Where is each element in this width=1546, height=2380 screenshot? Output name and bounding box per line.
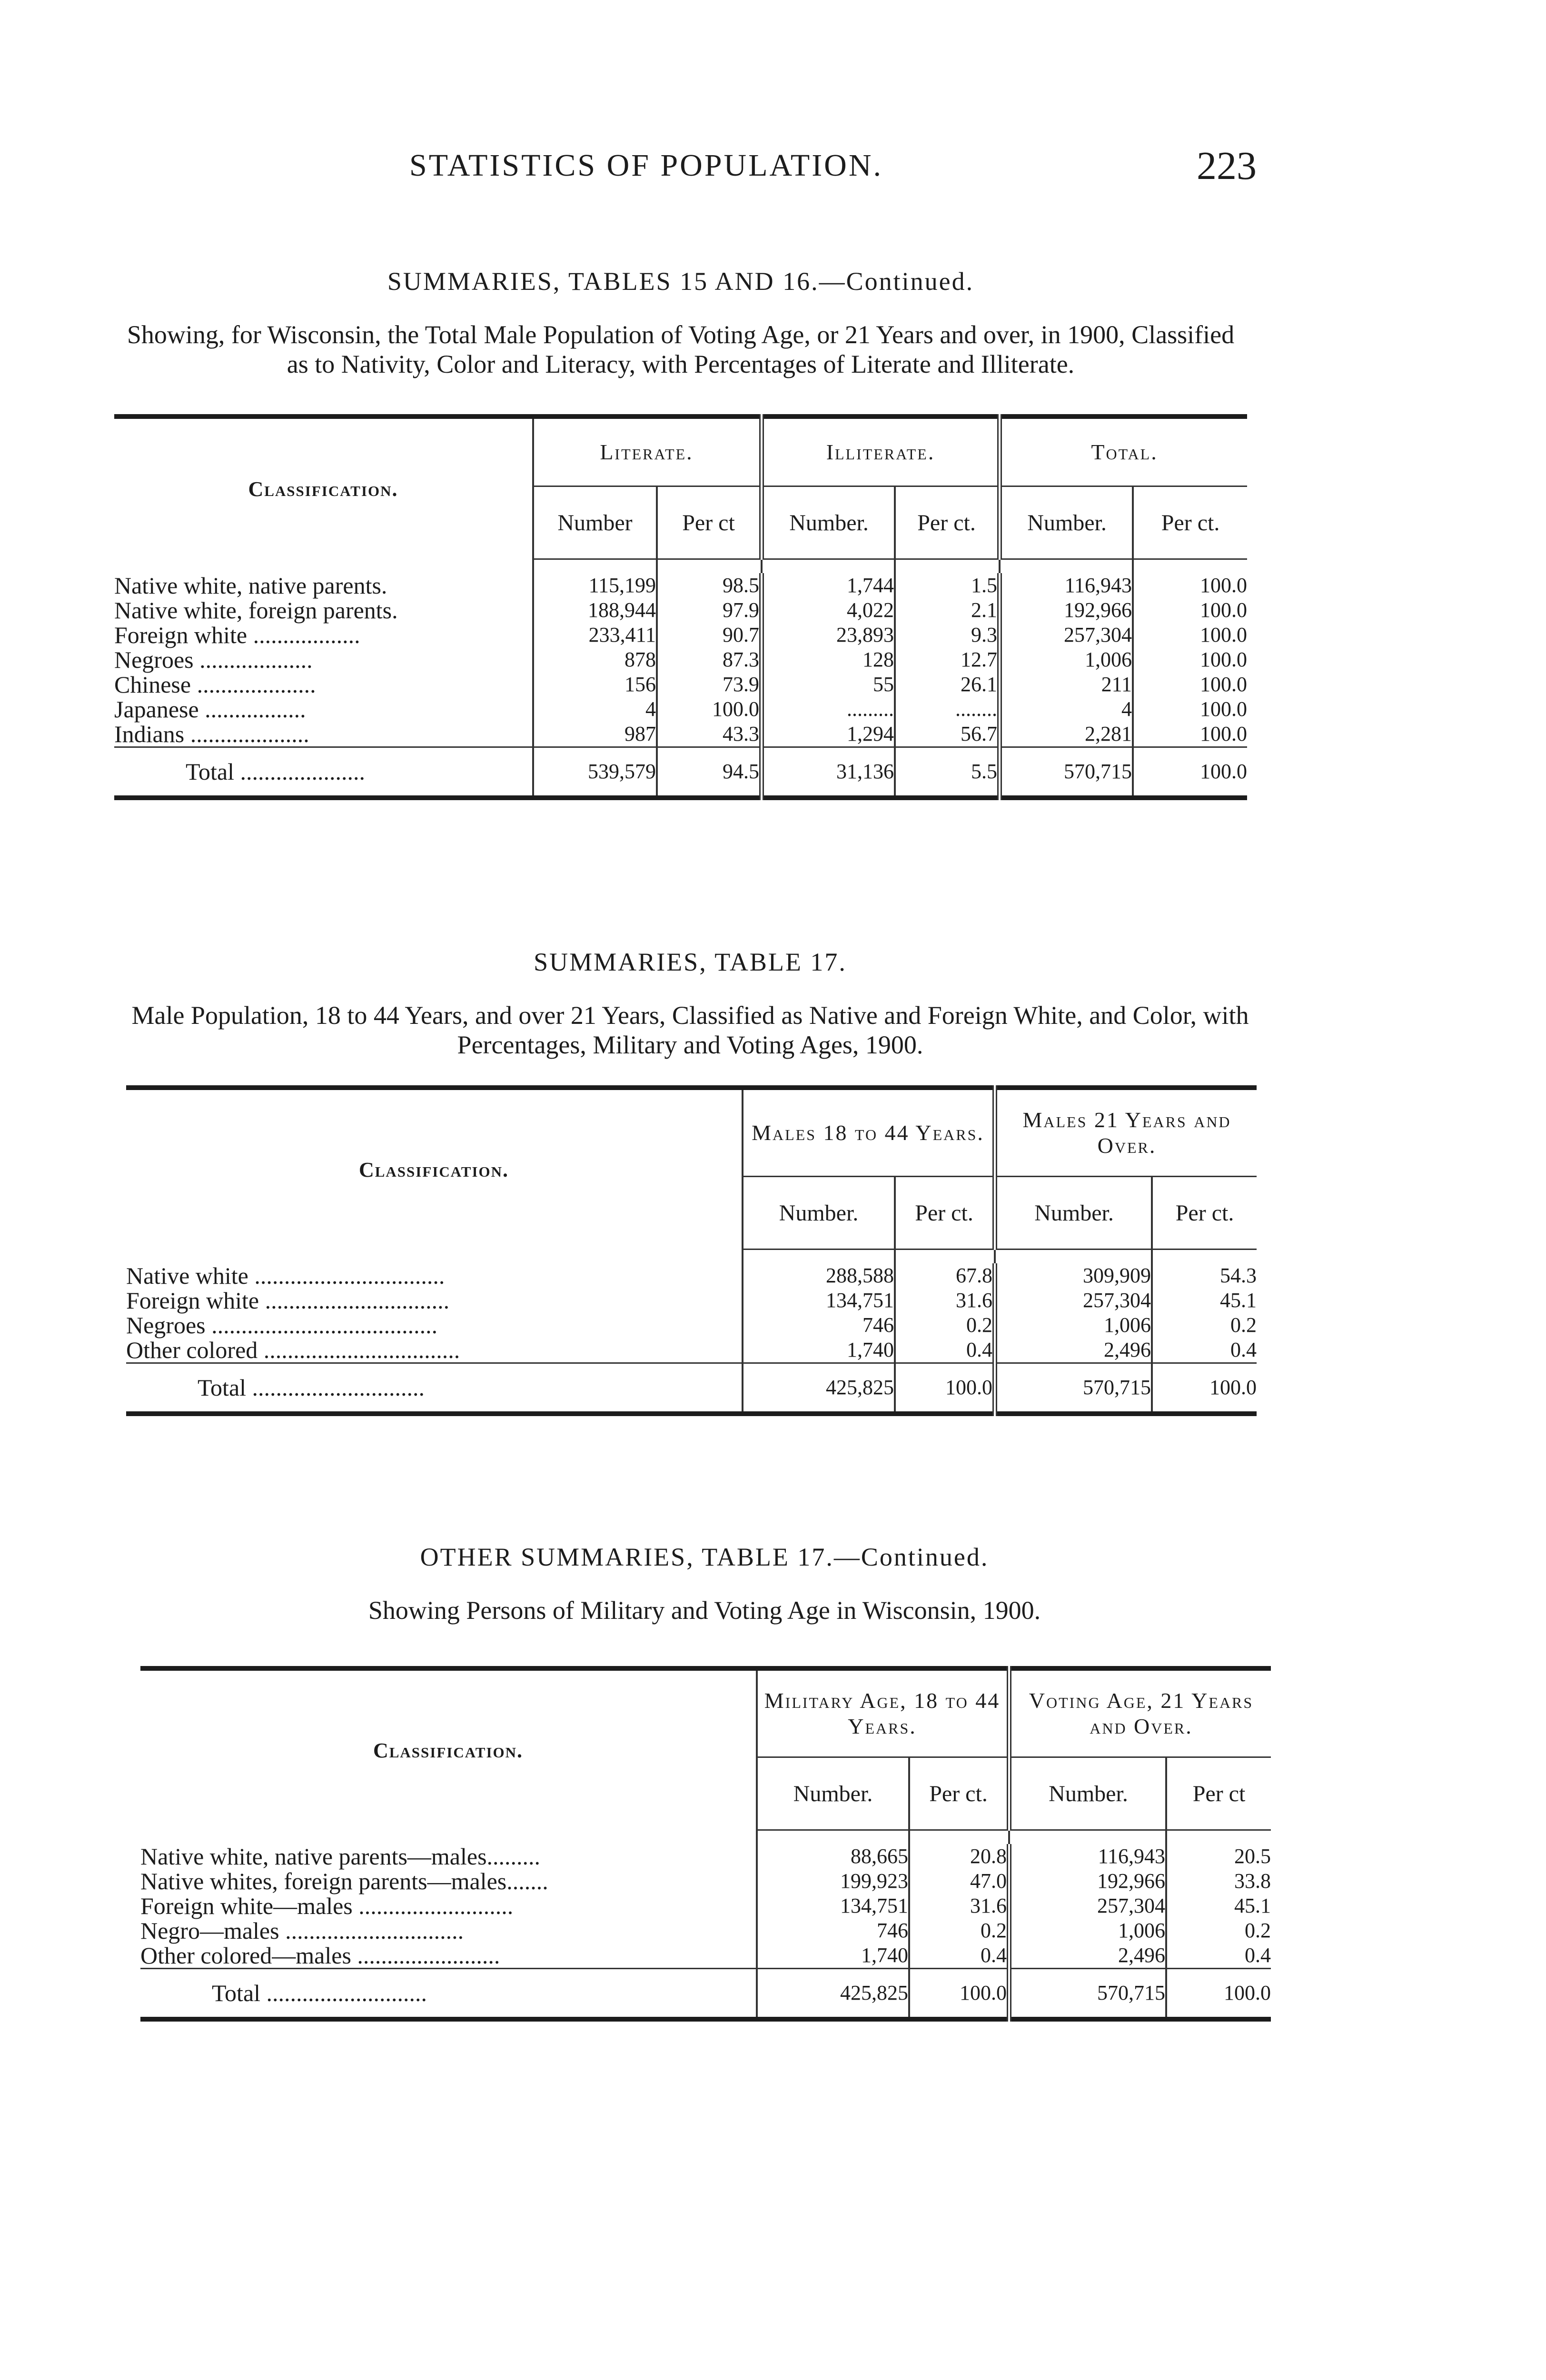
cell: 0.2: [1166, 1918, 1271, 1943]
table-row: [140, 1943, 1271, 1969]
row-label: Chinese ....................: [114, 671, 316, 698]
cell: 45.1: [1166, 1894, 1271, 1918]
cell: 98.5: [657, 573, 762, 598]
cell: 5.5: [895, 747, 1000, 798]
table3: [140, 1666, 1271, 2022]
table-row: [140, 1869, 1271, 1894]
cell: 100.0: [909, 1969, 1009, 2020]
cell: 100.0: [1166, 1969, 1271, 2020]
cell: 100.0: [1133, 647, 1247, 672]
cell: 87.3: [657, 647, 762, 672]
table-row: [126, 1288, 1257, 1313]
cell: 100.0: [1133, 697, 1247, 722]
cell: 9.3: [895, 623, 1000, 647]
cell: 100.0: [1133, 722, 1247, 747]
cell: 54.3: [1152, 1263, 1257, 1288]
table1-subheader: Per ct: [657, 486, 762, 559]
table-row: [114, 722, 1247, 747]
cell: 100.0: [657, 697, 762, 722]
row-label: Foreign white—males ..........................: [140, 1893, 514, 1919]
table3-subheader: Number.: [1009, 1757, 1166, 1830]
cell: 188,944: [533, 598, 657, 623]
cell: 1,740: [743, 1338, 895, 1363]
table-row: [126, 1338, 1257, 1363]
row-label: Native white, foreign parents.: [114, 597, 398, 624]
cell: 425,825: [743, 1363, 895, 1414]
table1-group-total: Total.: [1000, 416, 1247, 486]
table1-subheader: Per ct.: [1133, 486, 1247, 559]
cell: 31.6: [909, 1894, 1009, 1918]
table-row: [114, 697, 1247, 722]
table3-heading: [138, 1542, 1271, 1625]
total-row: [114, 747, 1247, 798]
cell: .........: [762, 697, 895, 722]
cell: 570,715: [995, 1363, 1152, 1414]
table2-group-military: Males 18 to 44 Years.: [743, 1088, 995, 1177]
cell: 4,022: [762, 598, 895, 623]
table2-subheader: Per ct.: [895, 1177, 995, 1250]
cell: 134,751: [743, 1288, 895, 1313]
row-label: Native white, native parents—males.........: [140, 1843, 541, 1870]
cell: 43.3: [657, 722, 762, 747]
table1-classification-header: Classification.: [248, 477, 398, 501]
cell: ........: [895, 697, 1000, 722]
cell: 56.7: [895, 722, 1000, 747]
table1-heading: [114, 267, 1247, 379]
cell: 2,496: [995, 1338, 1152, 1363]
cell: 1,744: [762, 573, 895, 598]
row-label: Indians ....................: [114, 721, 309, 747]
cell: 116,943: [1009, 1844, 1166, 1869]
total-label: Total ...........................: [140, 1969, 757, 2020]
cell: 100.0: [1133, 573, 1247, 598]
cell: 47.0: [909, 1869, 1009, 1894]
cell: 26.1: [895, 672, 1000, 697]
running-head: [114, 143, 1257, 195]
cell: 2,281: [1000, 722, 1133, 747]
cell: 116,943: [1000, 573, 1133, 598]
cell: 100.0: [895, 1363, 995, 1414]
row-label: Other colored .................................: [126, 1337, 460, 1363]
table-row: [126, 1313, 1257, 1338]
cell: 257,304: [995, 1288, 1152, 1313]
cell: 199,923: [757, 1869, 909, 1894]
total-label: Total .....................: [114, 747, 533, 798]
cell: 425,825: [757, 1969, 909, 2020]
table-row: [140, 1918, 1271, 1943]
cell: 878: [533, 647, 657, 672]
cell: 288,588: [743, 1263, 895, 1288]
table2: [126, 1085, 1257, 1416]
cell: 0.4: [895, 1338, 995, 1363]
cell: 55: [762, 672, 895, 697]
cell: 94.5: [657, 747, 762, 798]
table3-subheader: Per ct: [1166, 1757, 1271, 1830]
table1-group-illiterate: Illiterate.: [762, 416, 1000, 486]
cell: 570,715: [1009, 1969, 1166, 2020]
table2-subheader: Number.: [743, 1177, 895, 1250]
table3-caption: Showing Persons of Military and Voting Age in Wisconsin, 1900.: [368, 1596, 1041, 1625]
total-row: [140, 1969, 1271, 2020]
cell: 211: [1000, 672, 1133, 697]
cell: 4: [1000, 697, 1133, 722]
cell: 0.4: [1166, 1943, 1271, 1969]
cell: 0.2: [1152, 1313, 1257, 1338]
cell: 1,294: [762, 722, 895, 747]
table2-subheader: Per ct.: [1152, 1177, 1257, 1250]
table1-subheader: Number.: [1000, 486, 1133, 559]
table-row: [114, 623, 1247, 647]
page-number: 223: [1197, 144, 1257, 188]
row-label: Foreign white ..................: [114, 622, 360, 648]
cell: 0.4: [1152, 1338, 1257, 1363]
cell: 192,966: [1009, 1869, 1166, 1894]
cell: 2.1: [895, 598, 1000, 623]
cell: 128: [762, 647, 895, 672]
table-row: [114, 573, 1247, 598]
table1: [114, 414, 1247, 800]
cell: 100.0: [1133, 598, 1247, 623]
cell: 12.7: [895, 647, 1000, 672]
cell: 90.7: [657, 623, 762, 647]
cell: 31,136: [762, 747, 895, 798]
cell: 2,496: [1009, 1943, 1166, 1969]
cell: 134,751: [757, 1894, 909, 1918]
cell: 987: [533, 722, 657, 747]
cell: 1.5: [895, 573, 1000, 598]
cell: 233,411: [533, 623, 657, 647]
cell: 73.9: [657, 672, 762, 697]
row-label: Foreign white ...............................: [126, 1287, 450, 1314]
table3-group-military: Military Age, 18 to 44 Years.: [757, 1668, 1009, 1757]
table-row: [140, 1894, 1271, 1918]
cell: 23,893: [762, 623, 895, 647]
cell: 115,199: [533, 573, 657, 598]
cell: 100.0: [1133, 623, 1247, 647]
cell: 309,909: [995, 1263, 1152, 1288]
cell: 0.2: [895, 1313, 995, 1338]
cell: 97.9: [657, 598, 762, 623]
table1-subheader: Number: [533, 486, 657, 559]
cell: 20.5: [1166, 1844, 1271, 1869]
cell: 746: [743, 1313, 895, 1338]
row-label: Negro—males ..............................: [140, 1917, 464, 1944]
table3-title: OTHER SUMMARIES, TABLE 17.—Continued.: [420, 1543, 989, 1571]
cell: 100.0: [1133, 747, 1247, 798]
cell: 257,304: [1000, 623, 1133, 647]
cell: 1,006: [1009, 1918, 1166, 1943]
row-label: Negroes ......................................: [126, 1312, 438, 1339]
table3-subheader: Number.: [757, 1757, 909, 1830]
cell: 31.6: [895, 1288, 995, 1313]
row-label: Other colored—males ........................: [140, 1942, 500, 1969]
table2-subheader: Number.: [995, 1177, 1152, 1250]
table2-group-voting: Males 21 Years and Over.: [995, 1088, 1257, 1177]
table3-subheader: Per ct.: [909, 1757, 1009, 1830]
table2-heading: [124, 947, 1257, 1060]
total-row: [126, 1363, 1257, 1414]
row-label: Japanese .................: [114, 696, 306, 723]
cell: 746: [757, 1918, 909, 1943]
cell: 539,579: [533, 747, 657, 798]
row-label: Native white, native parents.: [114, 572, 387, 599]
table-row: [140, 1844, 1271, 1869]
table-row: [114, 598, 1247, 623]
cell: 20.8: [909, 1844, 1009, 1869]
table2-caption: Male Population, 18 to 44 Years, and over 21 Years, Classified as Native and Foreign White, and Color, with Percentages, Military and Voting Ages, 1900.: [131, 1001, 1249, 1059]
cell: 1,006: [995, 1313, 1152, 1338]
row-label: Native white ................................: [126, 1262, 445, 1289]
table1-group-literate: Literate.: [533, 416, 762, 486]
table-row: [114, 647, 1247, 672]
cell: 192,966: [1000, 598, 1133, 623]
row-label: Negroes ...................: [114, 646, 313, 673]
cell: 4: [533, 697, 657, 722]
cell: 88,665: [757, 1844, 909, 1869]
table1-title: SUMMARIES, TABLES 15 AND 16.—Continued.: [387, 267, 974, 296]
cell: 1,740: [757, 1943, 909, 1969]
cell: 156: [533, 672, 657, 697]
table-row: [114, 672, 1247, 697]
running-title: STATISTICS OF POPULATION.: [409, 148, 883, 183]
row-label: Native whites, foreign parents—males.......: [140, 1868, 548, 1894]
table-row: [126, 1263, 1257, 1288]
cell: 0.4: [909, 1943, 1009, 1969]
table1-caption: Showing, for Wisconsin, the Total Male Population of Voting Age, or 21 Years and over, in 1900, Classified as to Nativity, Color and Literacy, with Percentages of Literate and Illiterate.: [127, 320, 1235, 378]
cell: 67.8: [895, 1263, 995, 1288]
cell: 100.0: [1133, 672, 1247, 697]
table3-classification-header: Classification.: [373, 1738, 524, 1762]
table3-group-voting: Voting Age, 21 Years and Over.: [1009, 1668, 1271, 1757]
cell: 45.1: [1152, 1288, 1257, 1313]
total-label: Total .............................: [126, 1363, 743, 1414]
cell: 570,715: [1000, 747, 1133, 798]
cell: 0.2: [909, 1918, 1009, 1943]
cell: 1,006: [1000, 647, 1133, 672]
table2-title: SUMMARIES, TABLE 17.: [534, 948, 847, 976]
table1-subheader: Number.: [762, 486, 895, 559]
cell: 257,304: [1009, 1894, 1166, 1918]
cell: 100.0: [1152, 1363, 1257, 1414]
table2-classification-header: Classification.: [358, 1158, 509, 1181]
table1-subheader: Per ct.: [895, 486, 1000, 559]
cell: 33.8: [1166, 1869, 1271, 1894]
